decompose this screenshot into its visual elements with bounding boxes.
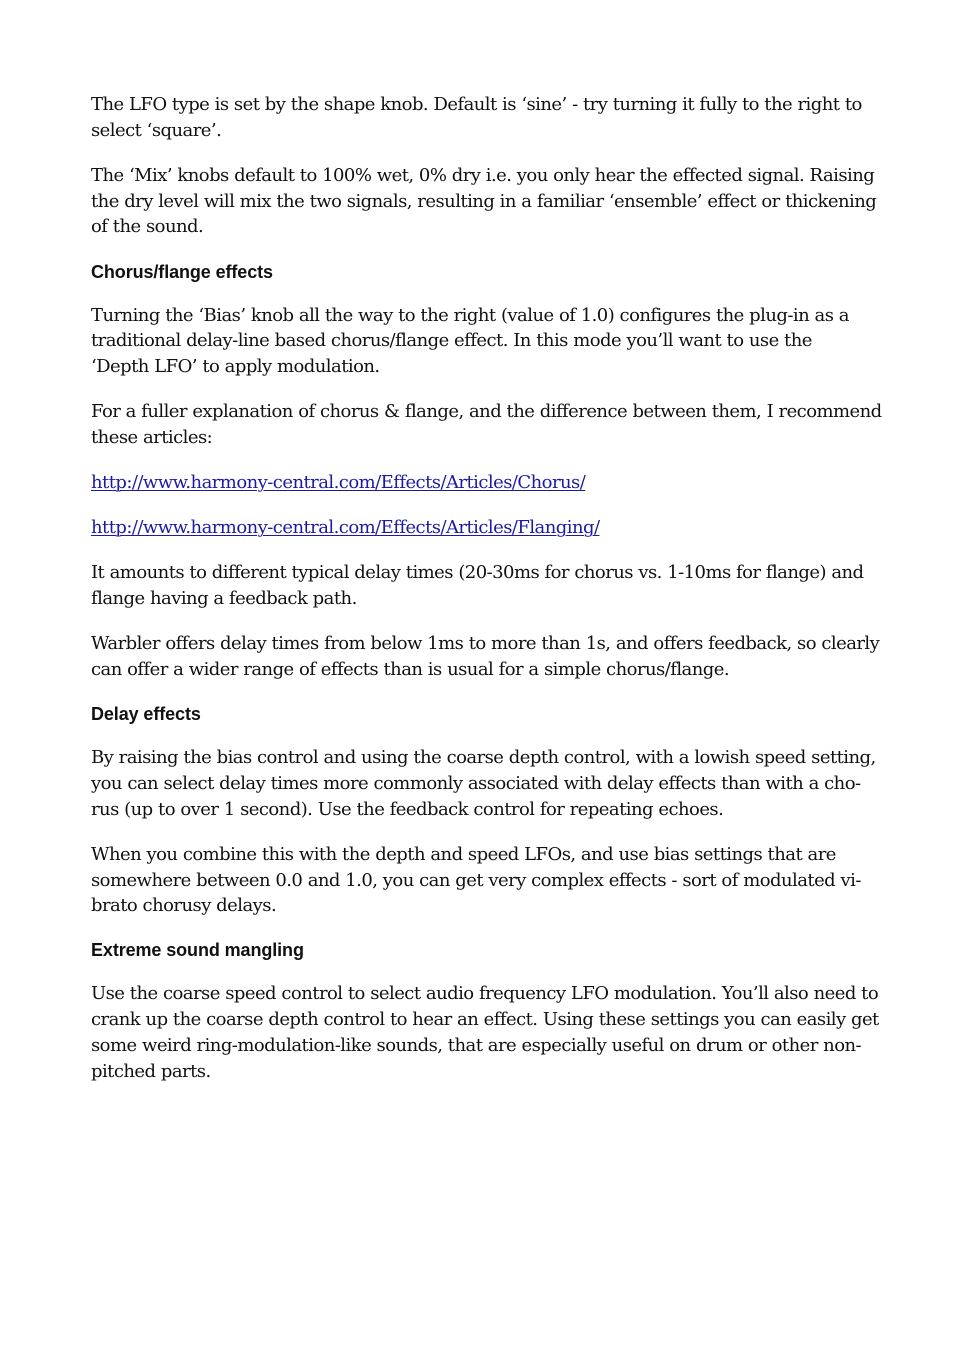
text-line: By raising the bias control and using the coarse depth control, with a lowish speed setting, xyxy=(91,747,876,769)
paragraph-coarse-speed xyxy=(91,981,879,1084)
text-line: of the sound. xyxy=(91,216,204,238)
heading-extreme-mangling: Extreme sound mangling xyxy=(91,940,304,961)
paragraph-combine-lfos xyxy=(91,842,867,919)
text-line: For a fuller explanation of chorus & flange, and the difference between them, I recommend xyxy=(91,401,882,423)
text-line: select ‘square’. xyxy=(91,119,222,141)
text-line: Turning the ‘Bias’ knob all the way to the right (value of 1.0) configures the plug-in as a xyxy=(91,304,849,326)
paragraph-warbler-offers xyxy=(91,631,880,682)
text-line: pitched parts. xyxy=(91,1060,211,1082)
heading-delay-effects: Delay effects xyxy=(91,704,201,725)
paragraph-fuller-explanation xyxy=(91,399,882,450)
paragraph-raising-bias xyxy=(91,745,876,822)
paragraph-link-flanging xyxy=(91,515,867,541)
link-chorus-article[interactable]: http://www.harmony-central.com/Effects/Articles/Chorus/ xyxy=(91,472,586,494)
text-line: Warbler offers delay times from below 1ms to more than 1s, and offers feedback, so clearly xyxy=(91,633,880,655)
text-line: the dry level will mix the two signals, resulting in a familiar ‘ensemble’ effect or thickening xyxy=(91,190,877,212)
heading-chorus-flange: Chorus/flange effects xyxy=(91,261,273,282)
text-line: ‘Depth LFO’ to apply modulation. xyxy=(91,355,380,377)
text-line: you can select delay times more commonly associated with delay effects than with a cho- xyxy=(91,772,861,794)
text-line: flange having a feedback path. xyxy=(91,588,357,610)
paragraph-bias-knob xyxy=(91,303,867,380)
text-line: When you combine this with the depth and speed LFOs, and use bias settings that are xyxy=(91,843,836,865)
paragraph-lfo-type xyxy=(91,92,867,143)
text-line: somewhere between 0.0 and 1.0, you can get very complex effects - sort of modulated vi- xyxy=(91,869,861,891)
text-line: Use the coarse speed control to select audio frequency LFO modulation. You’ll also need to xyxy=(91,983,879,1005)
text-line: It amounts to different typical delay times (20-30ms for chorus vs. 1-10ms for flange) and xyxy=(91,562,864,584)
link-flanging-article[interactable]: http://www.harmony-central.com/Effects/Articles/Flanging/ xyxy=(91,517,600,539)
paragraph-delay-times xyxy=(91,560,867,611)
text-line: rus (up to over 1 second). Use the feedback control for repeating echoes. xyxy=(91,798,724,820)
paragraph-link-chorus xyxy=(91,470,867,496)
text-line: The ‘Mix’ knobs default to 100% wet, 0% dry i.e. you only hear the effected signal. Raising xyxy=(91,164,875,186)
text-line: The LFO type is set by the shape knob. Default is ‘sine’ - try turning it fully to the right to xyxy=(91,94,862,115)
text-line: brato chorusy delays. xyxy=(91,895,277,917)
text-line: some weird ring-modulation-like sounds, that are especially useful on drum or other non- xyxy=(91,1034,862,1056)
text-line: these articles: xyxy=(91,426,213,448)
text-line: can offer a wider range of effects than is usual for a simple chorus/flange. xyxy=(91,659,729,681)
text-line: crank up the coarse depth control to hear an effect. Using these settings you can easily get xyxy=(91,1009,879,1031)
paragraph-mix-knobs xyxy=(91,163,877,240)
text-line: traditional delay-line based chorus/flange effect. In this mode you’ll want to use the xyxy=(91,330,812,352)
document-page xyxy=(91,92,882,1104)
